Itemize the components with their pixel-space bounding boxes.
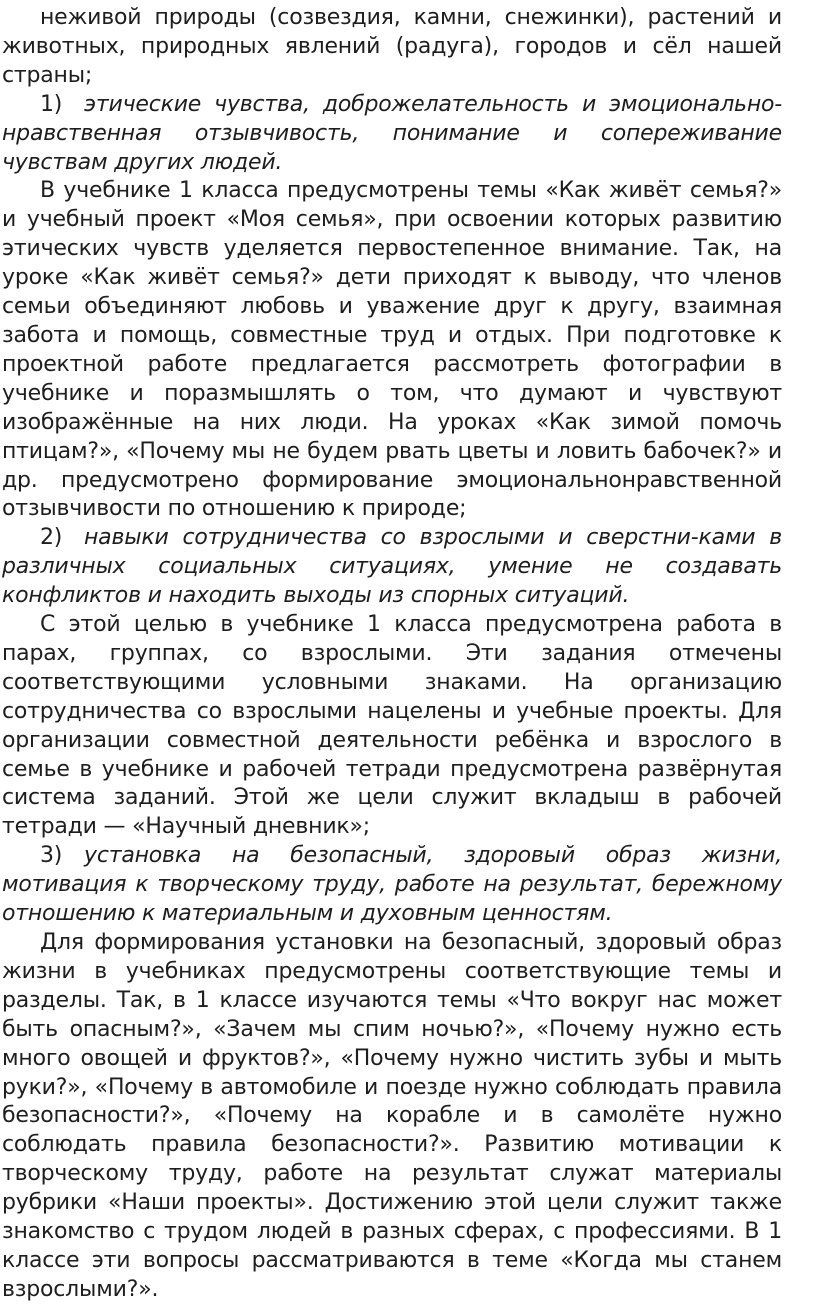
list-item-1 [2,91,782,178]
document-page [2,4,782,1305]
list-item-text: навыки сотрудничества со взрослыми и сверстни-ками в различных социальных ситуациях, умение не создавать конфликтов и находить выходы из спорных ситуаций. [2,525,782,609]
list-item-text: установка на безопасный, здоровый образ жизни, мотивация к творческому труду, работе на результат, бережному отношению к материальным и духовным ценностям. [2,843,782,927]
list-item-number: 3) [40,843,63,869]
list-item-text: этические чувства, доброжелательность и эмоционально-нравственная отзывчивость, понимание и сопереживание чувствам других людей. [2,91,782,175]
list-item-number: 2) [40,525,63,551]
paragraph: В учебнике 1 класса предусмотрены темы «Как живёт семья?» и учебный проект «Моя семья», при освоении которых развитию этических чувств уделяется первостепенное внимание. Так, на уроке «Как живёт семья?» дети приходят к выводу, что членов семьи объединяют любовь и уважение друг к другу, взаимная забота и помощь, совместные труд и отдых. При подготовке к проектной работе предлагается рассмотреть фотографии в учебнике и поразмышлять о том, что думают и чувствуют изображённые на них люди. На уроках «Как зимой помочь птицам?», «Почему мы не будем рвать цветы и ловить бабочек?» и др. предусмотрено формирование эмоциональнонравственной отзывчивости по отношению к природе; [2,178,782,522]
list-item-3 [2,842,782,929]
paragraph: Для формирования установки на безопасный, здоровый образ жизни в учебниках предусмотрены соответствующие темы и разделы. Так, в 1 классе изучаются темы «Что вокруг нас может быть опасным?», «Зачем мы спим ночью?», «Почему нужно есть много овощей и фруктов?», «Почему нужно чистить зубы и мыть руки?», «Почему в автомобиле и поезде нужно соблюдать правила безопасности?», «Почему на корабле и в самолёте нужно соблюдать правила безопасности?». Развитию мотивации к творческому труду, работе на результат служат материалы рубрики «Наши проекты». Достижению этой цели служит также знакомство с трудом людей в разных сферах, с профессиями. В 1 классе эти вопросы рассматриваются в теме «Когда мы станем взрослыми?». [2,930,782,1302]
paragraph-continued: неживой природы (созвездия, камни, снежинки), растений и животных, природных явлений (радуга), городов и сёл нашей страны; [2,5,782,88]
paragraph: С этой целью в учебнике 1 класса предусмотрена работа в парах, группах, со взрослыми. Эти задания отмечены соответствующими условными знаками. На организацию сотрудничества со взрослыми нацелены и учебные проекты. Для организации совместной деятельности ребёнка и взрослого в семье в учебнике и рабочей тетради предусмотрена развёрнутая система заданий. Этой же цели служит вкладыш в рабочей тетради — «Научный дневник»; [2,612,782,840]
list-item-2 [2,524,782,611]
list-item-number: 1) [40,91,63,117]
